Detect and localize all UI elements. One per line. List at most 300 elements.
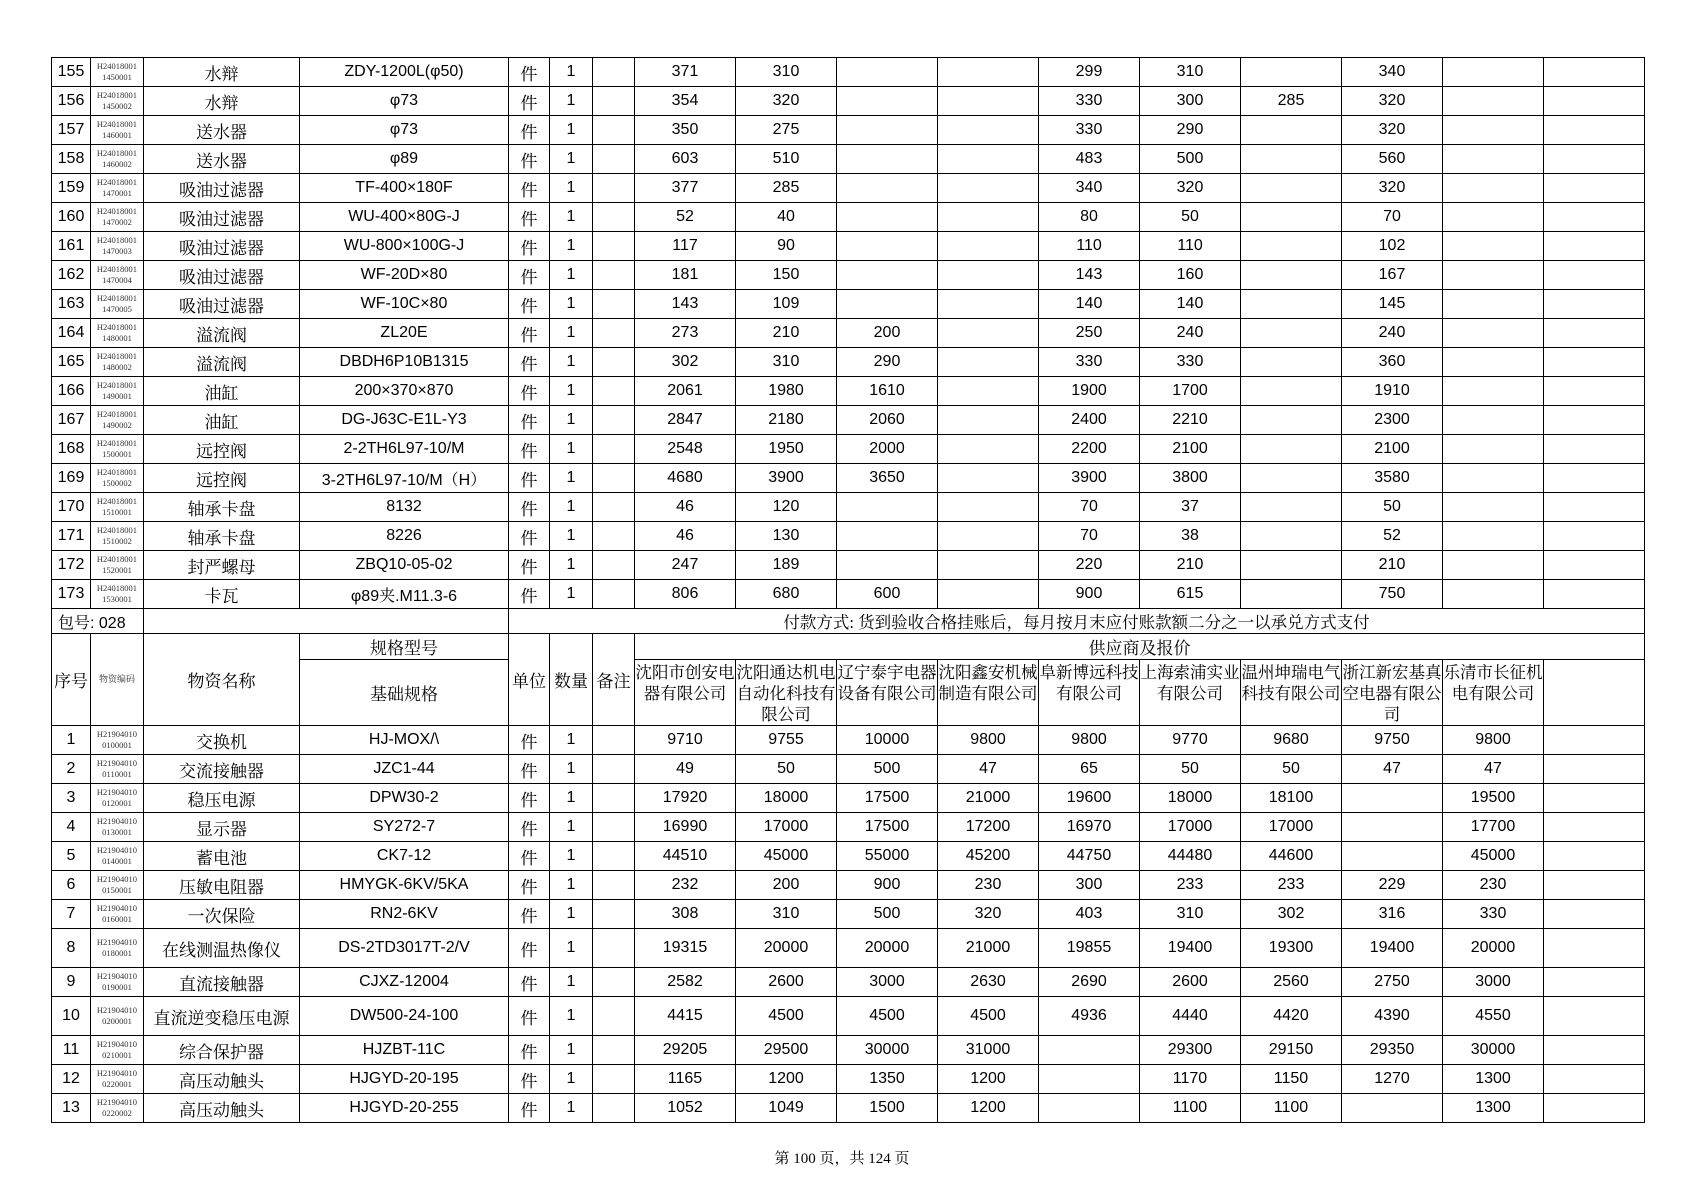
supplier-price: 483 — [1039, 145, 1140, 174]
unit: 件 — [509, 1065, 550, 1094]
material-spec: SY272-7 — [300, 813, 509, 842]
supplier-price: 143 — [635, 290, 736, 319]
supplier-price — [837, 493, 938, 522]
supplier-price: 47 — [938, 755, 1039, 784]
material-spec: 8132 — [300, 493, 509, 522]
supplier-price — [1241, 522, 1342, 551]
material-code — [91, 377, 144, 406]
supplier-price: 70 — [1039, 493, 1140, 522]
supplier-price: 2000 — [837, 435, 938, 464]
supplier-price — [1443, 406, 1544, 435]
quantity: 1 — [550, 551, 593, 580]
supplier-price — [1241, 145, 1342, 174]
supplier-price: 17500 — [837, 813, 938, 842]
supplier-name: 乐清市长征机电有限公司 — [1443, 660, 1544, 726]
unit: 件 — [509, 348, 550, 377]
unit: 件 — [509, 58, 550, 87]
quantity: 1 — [550, 290, 593, 319]
supplier-price: 240 — [1140, 319, 1241, 348]
material-spec: φ73 — [300, 87, 509, 116]
supplier-price — [1039, 1094, 1140, 1123]
supplier-price — [1241, 435, 1342, 464]
row-number: 10 — [52, 997, 91, 1036]
supplier-price: 20000 — [1443, 929, 1544, 968]
supplier-price: 2847 — [635, 406, 736, 435]
supplier-price: 354 — [635, 87, 736, 116]
package-label: 包号: 028 — [52, 609, 144, 634]
supplier-price: 44510 — [635, 842, 736, 871]
payment-terms: 付款方式: 货到验收合格挂账后，每月按月末应付账款额二分之一以承兑方式支付 — [509, 609, 1645, 634]
row-number: 155 — [52, 58, 91, 87]
supplier-price: 2690 — [1039, 968, 1140, 997]
supplier-price: 3000 — [1443, 968, 1544, 997]
supplier-price: 308 — [635, 900, 736, 929]
material-name: 吸油过滤器 — [144, 174, 300, 203]
material-code-line: 0100001 — [102, 740, 132, 750]
note — [593, 900, 635, 929]
supplier-price: 19400 — [1342, 929, 1443, 968]
supplier-price: 2630 — [938, 968, 1039, 997]
unit: 件 — [509, 493, 550, 522]
supplier-price — [1544, 522, 1645, 551]
table-row — [52, 551, 1645, 580]
quantity: 1 — [550, 580, 593, 609]
table-row — [52, 406, 1645, 435]
supplier-price: 330 — [1039, 87, 1140, 116]
unit: 件 — [509, 755, 550, 784]
material-name: 交换机 — [144, 726, 300, 755]
quantity: 1 — [550, 464, 593, 493]
supplier-price: 210 — [1342, 551, 1443, 580]
material-code-line: H21904010 — [96, 1005, 138, 1015]
row-number: 9 — [52, 968, 91, 997]
material-code-line: H21904010 — [96, 937, 138, 947]
supplier-price — [1544, 1094, 1645, 1123]
supplier-price: 299 — [1039, 58, 1140, 87]
supplier-price — [1443, 377, 1544, 406]
material-code — [91, 232, 144, 261]
supplier-price: 371 — [635, 58, 736, 87]
supplier-price — [1443, 319, 1544, 348]
supplier-price: 4936 — [1039, 997, 1140, 1036]
material-code — [91, 784, 144, 813]
material-code-line: H24018001 — [96, 467, 138, 477]
supplier-price — [1443, 87, 1544, 116]
supplier-price: 4550 — [1443, 997, 1544, 1036]
note — [593, 1094, 635, 1123]
material-code-line: H24018001 — [96, 380, 138, 390]
supplier-price: 52 — [1342, 522, 1443, 551]
unit: 件 — [509, 261, 550, 290]
material-spec: WU-400×80G-J — [300, 203, 509, 232]
supplier-name: 沈阳通达机电自动化科技有限公司 — [736, 660, 837, 726]
material-code-line: H24018001 — [96, 496, 138, 506]
note — [593, 377, 635, 406]
material-name: 显示器 — [144, 813, 300, 842]
unit: 件 — [509, 871, 550, 900]
unit: 件 — [509, 726, 550, 755]
unit: 件 — [509, 900, 550, 929]
supplier-price: 17700 — [1443, 813, 1544, 842]
table-row — [52, 261, 1645, 290]
supplier-price: 110 — [1039, 232, 1140, 261]
table-row — [52, 493, 1645, 522]
supplier-price: 9680 — [1241, 726, 1342, 755]
supplier-name: 阜新博远科技有限公司 — [1039, 660, 1140, 726]
supplier-price: 330 — [1443, 900, 1544, 929]
material-code — [91, 348, 144, 377]
note — [593, 348, 635, 377]
supplier-price: 350 — [635, 116, 736, 145]
table-row — [52, 929, 1645, 968]
table-row — [52, 1036, 1645, 1065]
row-number: 6 — [52, 871, 91, 900]
supplier-price: 750 — [1342, 580, 1443, 609]
row-number: 156 — [52, 87, 91, 116]
material-name: 轴承卡盘 — [144, 493, 300, 522]
supplier-price: 4500 — [938, 997, 1039, 1036]
material-code-line: H24018001 — [96, 351, 138, 361]
quantity: 1 — [550, 406, 593, 435]
material-code-line: 1510001 — [102, 507, 132, 517]
supplier-price: 603 — [635, 145, 736, 174]
row-number: 161 — [52, 232, 91, 261]
supplier-price: 140 — [1039, 290, 1140, 319]
material-name: 油缸 — [144, 377, 300, 406]
material-spec: DG-J63C-E1L-Y3 — [300, 406, 509, 435]
material-name: 远控阀 — [144, 435, 300, 464]
supplier-price: 1300 — [1443, 1065, 1544, 1094]
supplier-price: 200 — [736, 871, 837, 900]
supplier-price — [1443, 261, 1544, 290]
quantity: 1 — [550, 842, 593, 871]
supplier-price: 29500 — [736, 1036, 837, 1065]
supplier-price: 9800 — [1039, 726, 1140, 755]
supplier-price: 340 — [1039, 174, 1140, 203]
supplier-price: 615 — [1140, 580, 1241, 609]
table-row — [52, 348, 1645, 377]
material-code-line: H21904010 — [96, 1039, 138, 1049]
supplier-price: 330 — [1039, 116, 1140, 145]
table-row — [52, 900, 1645, 929]
supplier-price — [1342, 1094, 1443, 1123]
supplier-price: 3580 — [1342, 464, 1443, 493]
supplier-price — [837, 232, 938, 261]
quantity: 1 — [550, 726, 593, 755]
supplier-price — [1544, 997, 1645, 1036]
supplier-price: 273 — [635, 319, 736, 348]
supplier-price: 1910 — [1342, 377, 1443, 406]
material-code-line: H24018001 — [96, 322, 138, 332]
note — [593, 997, 635, 1036]
material-code-line: H24018001 — [96, 293, 138, 303]
supplier-price: 19315 — [635, 929, 736, 968]
supplier-price — [1443, 290, 1544, 319]
supplier-price — [837, 174, 938, 203]
material-spec: HJ-MOX/\ — [300, 726, 509, 755]
supplier-price: 560 — [1342, 145, 1443, 174]
supplier-price — [837, 290, 938, 319]
supplier-price: 17200 — [938, 813, 1039, 842]
note — [593, 755, 635, 784]
supplier-price — [1544, 726, 1645, 755]
supplier-price — [1544, 348, 1645, 377]
supplier-price — [1544, 1065, 1645, 1094]
supplier-price: 4415 — [635, 997, 736, 1036]
material-name: 卡瓦 — [144, 580, 300, 609]
supplier-price: 46 — [635, 522, 736, 551]
supplier-price — [1241, 290, 1342, 319]
supplier-price: 44750 — [1039, 842, 1140, 871]
unit: 件 — [509, 174, 550, 203]
unit: 件 — [509, 377, 550, 406]
supplier-price: 900 — [1039, 580, 1140, 609]
material-code-line: H24018001 — [96, 177, 138, 187]
note — [593, 406, 635, 435]
supplier-price — [938, 435, 1039, 464]
quantity: 1 — [550, 755, 593, 784]
material-code-line: 0120001 — [102, 798, 132, 808]
row-number: 170 — [52, 493, 91, 522]
supplier-price: 220 — [1039, 551, 1140, 580]
material-spec: ZBQ10-05-02 — [300, 551, 509, 580]
material-code-line: 0220002 — [102, 1108, 132, 1118]
unit: 件 — [509, 968, 550, 997]
supplier-price — [1241, 493, 1342, 522]
supplier-price — [1544, 784, 1645, 813]
material-code-line: H21904010 — [96, 758, 138, 768]
supplier-price — [938, 522, 1039, 551]
quotation-table — [51, 57, 1645, 1123]
material-name: 综合保护器 — [144, 1036, 300, 1065]
material-spec: ZDY-1200L(φ50) — [300, 58, 509, 87]
supplier-price — [1241, 174, 1342, 203]
supplier-price: 1100 — [1140, 1094, 1241, 1123]
supplier-price — [1342, 842, 1443, 871]
supplier-price: 230 — [938, 871, 1039, 900]
supplier-price — [1443, 232, 1544, 261]
supplier-price — [1241, 580, 1342, 609]
supplier-price: 52 — [635, 203, 736, 232]
supplier-price: 2582 — [635, 968, 736, 997]
material-code — [91, 406, 144, 435]
supplier-price: 233 — [1140, 871, 1241, 900]
supplier-price: 47 — [1443, 755, 1544, 784]
row-number: 172 — [52, 551, 91, 580]
supplier-price: 1500 — [837, 1094, 938, 1123]
supplier-price: 4390 — [1342, 997, 1443, 1036]
supplier-price: 340 — [1342, 58, 1443, 87]
supplier-price: 900 — [837, 871, 938, 900]
supplier-price: 9710 — [635, 726, 736, 755]
material-code-line: 1490001 — [102, 391, 132, 401]
supplier-price: 140 — [1140, 290, 1241, 319]
supplier-price: 9800 — [938, 726, 1039, 755]
supplier-price: 1300 — [1443, 1094, 1544, 1123]
table-row — [52, 522, 1645, 551]
quantity: 1 — [550, 261, 593, 290]
supplier-price: 3900 — [736, 464, 837, 493]
supplier-price: 18100 — [1241, 784, 1342, 813]
supplier-price: 2200 — [1039, 435, 1140, 464]
material-code-line: 1470001 — [102, 188, 132, 198]
material-code-line: H24018001 — [96, 264, 138, 274]
unit: 件 — [509, 145, 550, 174]
supplier-price: 2600 — [736, 968, 837, 997]
material-code-line: 0110001 — [102, 769, 132, 779]
supplier-price: 102 — [1342, 232, 1443, 261]
supplier-price: 9770 — [1140, 726, 1241, 755]
material-name: 在线测温热像仪 — [144, 929, 300, 968]
section-2-rows — [52, 726, 1645, 1123]
supplier-price: 3800 — [1140, 464, 1241, 493]
supplier-price — [938, 464, 1039, 493]
supplier-price — [1544, 755, 1645, 784]
supplier-price: 4680 — [635, 464, 736, 493]
supplier-name: 上海索浦实业有限公司 — [1140, 660, 1241, 726]
supplier-price: 377 — [635, 174, 736, 203]
supplier-price: 29205 — [635, 1036, 736, 1065]
supplier-price — [1443, 348, 1544, 377]
supplier-price — [1544, 319, 1645, 348]
supplier-price: 250 — [1039, 319, 1140, 348]
quantity: 1 — [550, 232, 593, 261]
supplier-price: 44480 — [1140, 842, 1241, 871]
header-note: 备注 — [593, 634, 635, 726]
supplier-price — [837, 203, 938, 232]
supplier-price: 1900 — [1039, 377, 1140, 406]
supplier-price: 1100 — [1241, 1094, 1342, 1123]
supplier-price: 320 — [1342, 174, 1443, 203]
unit: 件 — [509, 1094, 550, 1123]
supplier-price: 18000 — [1140, 784, 1241, 813]
material-name: 水辩 — [144, 58, 300, 87]
row-number: 2 — [52, 755, 91, 784]
note — [593, 232, 635, 261]
quantity: 1 — [550, 813, 593, 842]
supplier-price: 316 — [1342, 900, 1443, 929]
note — [593, 261, 635, 290]
material-name: 高压动触头 — [144, 1094, 300, 1123]
material-code-line: H24018001 — [96, 119, 138, 129]
material-name: 直流逆变稳压电源 — [144, 997, 300, 1036]
material-spec: φ89夹.M11.3-6 — [300, 580, 509, 609]
supplier-price — [837, 261, 938, 290]
supplier-price — [1443, 203, 1544, 232]
supplier-price: 50 — [1342, 493, 1443, 522]
material-code-line: 0150001 — [102, 885, 132, 895]
supplier-price — [1039, 1036, 1140, 1065]
supplier-price — [1443, 551, 1544, 580]
material-code-line: 1460001 — [102, 130, 132, 140]
material-code — [91, 58, 144, 87]
material-code-line: 1490002 — [102, 420, 132, 430]
material-code-line: 0220001 — [102, 1079, 132, 1089]
material-spec: HJZBT-11C — [300, 1036, 509, 1065]
material-code-line: H21904010 — [96, 729, 138, 739]
supplier-price: 2061 — [635, 377, 736, 406]
supplier-price: 17000 — [736, 813, 837, 842]
material-code-line: H21904010 — [96, 903, 138, 913]
supplier-price: 50 — [736, 755, 837, 784]
quantity: 1 — [550, 997, 593, 1036]
quantity: 1 — [550, 87, 593, 116]
supplier-price: 500 — [837, 900, 938, 929]
supplier-price: 275 — [736, 116, 837, 145]
material-code-line: 0210001 — [102, 1050, 132, 1060]
quantity: 1 — [550, 900, 593, 929]
supplier-price: 360 — [1342, 348, 1443, 377]
material-name: 稳压电源 — [144, 784, 300, 813]
supplier-price: 300 — [1140, 87, 1241, 116]
supplier-price: 9750 — [1342, 726, 1443, 755]
supplier-name: 温州坤瑞电气科技有限公司 — [1241, 660, 1342, 726]
material-code — [91, 522, 144, 551]
supplier-price: 19300 — [1241, 929, 1342, 968]
supplier-price: 2210 — [1140, 406, 1241, 435]
supplier-price — [1443, 174, 1544, 203]
table-row — [52, 319, 1645, 348]
supplier-price — [1544, 551, 1645, 580]
material-code — [91, 87, 144, 116]
supplier-price: 19400 — [1140, 929, 1241, 968]
material-code-line: 1450001 — [102, 72, 132, 82]
material-spec: WF-20D×80 — [300, 261, 509, 290]
material-code-line: 0200001 — [102, 1016, 132, 1026]
material-code-line: H21904010 — [96, 816, 138, 826]
quantity: 1 — [550, 968, 593, 997]
material-name: 轴承卡盘 — [144, 522, 300, 551]
note — [593, 580, 635, 609]
material-spec: 8226 — [300, 522, 509, 551]
supplier-price: 310 — [736, 348, 837, 377]
row-number: 163 — [52, 290, 91, 319]
header-code: 物资编码 — [91, 634, 144, 726]
supplier-price: 65 — [1039, 755, 1140, 784]
row-number: 1 — [52, 726, 91, 755]
supplier-price: 3900 — [1039, 464, 1140, 493]
material-code-line: H24018001 — [96, 525, 138, 535]
supplier-price — [1241, 116, 1342, 145]
material-code — [91, 580, 144, 609]
material-code-line: H24018001 — [96, 90, 138, 100]
material-code — [91, 551, 144, 580]
supplier-price: 29350 — [1342, 1036, 1443, 1065]
row-number: 168 — [52, 435, 91, 464]
material-spec: ZL20E — [300, 319, 509, 348]
material-code — [91, 755, 144, 784]
header-qty: 数量 — [550, 634, 593, 726]
material-spec: 200×370×870 — [300, 377, 509, 406]
supplier-price — [938, 145, 1039, 174]
supplier-price: 46 — [635, 493, 736, 522]
material-name: 蓄电池 — [144, 842, 300, 871]
unit: 件 — [509, 116, 550, 145]
supplier-price — [1443, 522, 1544, 551]
unit: 件 — [509, 232, 550, 261]
supplier-price: 29150 — [1241, 1036, 1342, 1065]
table-row — [52, 116, 1645, 145]
supplier-price — [1544, 87, 1645, 116]
supplier-price: 19855 — [1039, 929, 1140, 968]
supplier-price: 2600 — [1140, 968, 1241, 997]
supplier-price: 229 — [1342, 871, 1443, 900]
material-code — [91, 871, 144, 900]
supplier-price: 1049 — [736, 1094, 837, 1123]
material-spec: WF-10C×80 — [300, 290, 509, 319]
unit: 件 — [509, 1036, 550, 1065]
supplier-price: 45200 — [938, 842, 1039, 871]
